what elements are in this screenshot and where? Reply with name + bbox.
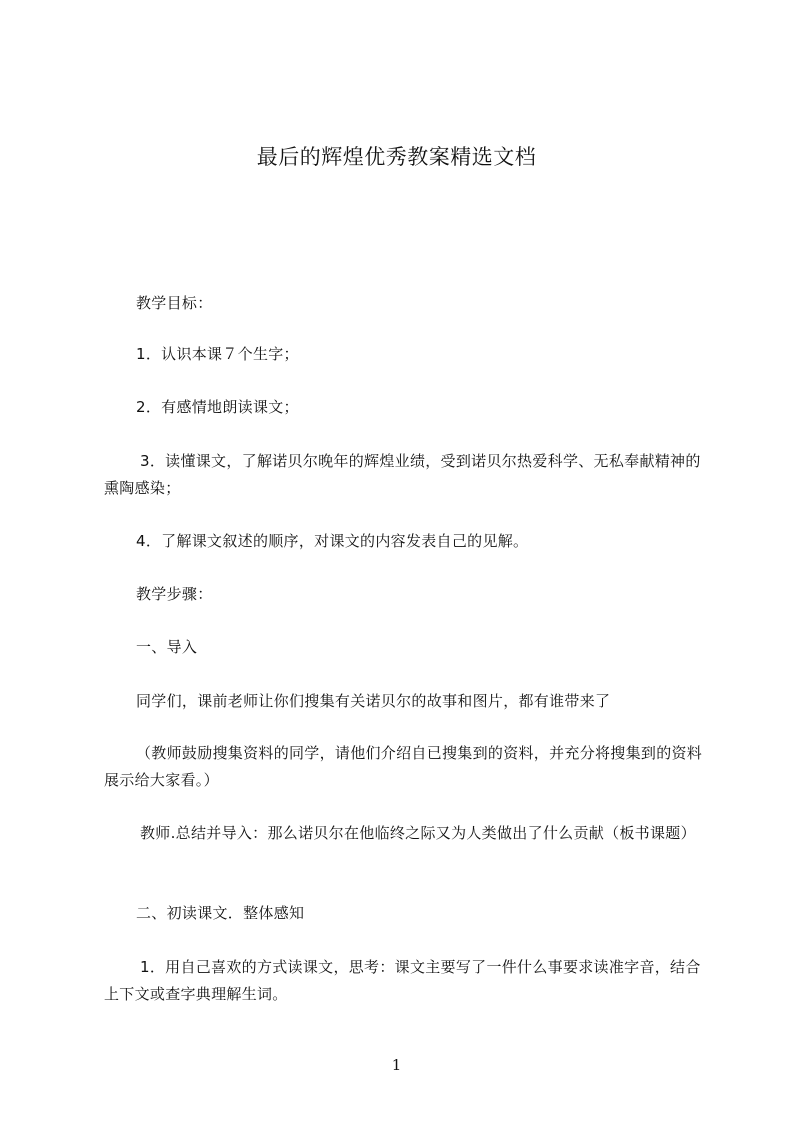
paragraph-objective-1: 1．认识本课７个生字；	[136, 345, 299, 363]
paragraph-steps-heading: 教学步骤：	[136, 585, 213, 603]
paragraph-reading-task-1: 1．用自己喜欢的方式读课文，思考：课文主要写了一件什么事要求读准字音，结合上下文或查字典理解生词。	[104, 958, 701, 1003]
paragraph-objective-2: 2．有感情地朗读课文；	[136, 398, 299, 416]
paragraph-teacher-summary: 教师.总结并导入：那么诺贝尔在他临终之际又为人类做出了什么贡献（板书课题）	[140, 824, 696, 842]
section-heading-intro: 一、导入	[136, 638, 198, 656]
paragraph-intro-question: 同学们，课前老师让你们搜集有关诺贝尔的故事和图片，都有谁带来了	[136, 692, 611, 710]
section-heading-first-reading: 二、初读课文．整体感知	[136, 904, 305, 922]
paragraph-objective-4: 4．了解课文叙述的顺序，对课文的内容发表自己的见解。	[136, 532, 529, 550]
paragraph-objectives-heading: 教学目标：	[136, 294, 213, 312]
document-title: 最后的辉煌优秀教案精选文档	[256, 145, 537, 169]
paragraph-teacher-encourage: （教师鼓励搜集资料的同学，请他们介绍自已搜集到的资料，并充分将搜集到的资料展示给大家看。）	[104, 744, 703, 789]
paragraph-objective-3: 3．读懂课文，了解诺贝尔晚年的辉煌业绩，受到诺贝尔热爱科学、无私奉献精神的熏陶感染；	[104, 452, 701, 497]
page-number: 1	[391, 1056, 402, 1074]
